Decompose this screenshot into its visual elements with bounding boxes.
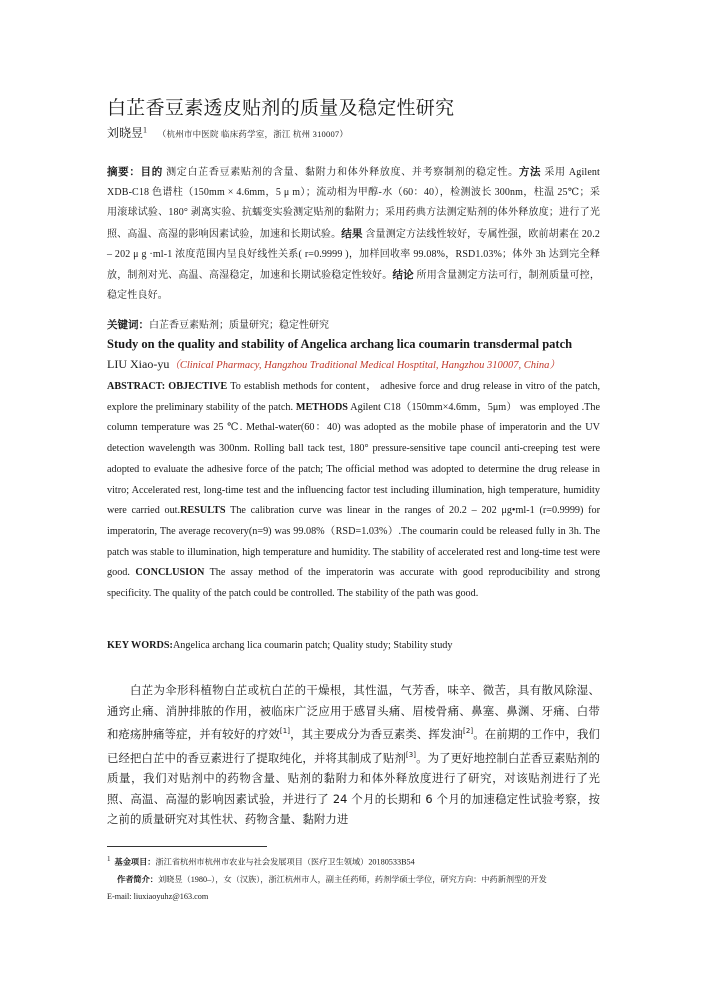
author-email: E-mail: liuxiaoyuhz@163.com [107, 891, 209, 901]
footnote-divider [107, 846, 267, 847]
cn-results-text: 含量测定方法线性较好，专属性强，欧前胡素在 20.2 – 202 μ g ·ml-1 浓度范围内呈良好线性关系( r=0.9999 )，加样回收率 99.08%，RSD1.03%；体外 3h 达到完全释放，制剂对光、高温、高湿稳定，加速和长期试验稳定性较好。 [107, 228, 600, 282]
english-affiliation: （Clinical Pharmacy, Hangzhou Traditional Medical Hosptital, Hangzhou 310007, China） [169, 360, 560, 371]
cn-keywords-label: 关键词： [107, 319, 149, 331]
footnote-mark: 1 [107, 855, 111, 863]
fund-label: 基金项目： [114, 856, 156, 867]
en-keywords-label: KEY WORDS: [107, 640, 173, 651]
paper-title: 白芷香豆素透皮贴剂的质量及稳定性研究 [107, 97, 455, 119]
en-results-text: The calibration curve was linear in the ranges of 20.2 – 202 μg•ml-1 (r=0.9999) for imperatorin, The average recovery(n=9) was 99.08%（RSD=1.03%）.The coumarin could be released fully in 3h. The patch was stable to illumination, high temperature and humidity. The stability of accelerated rest and long-time test were good. [107, 505, 600, 579]
fund-text: 浙江省杭州市杭州市农业与社会发展项目（医疗卫生领域）20180533B54 [155, 857, 415, 867]
fund-footnote [107, 851, 607, 871]
english-abstract [107, 377, 600, 605]
cn-keywords-text: 白芷香豆素贴剂；质量研究；稳定性研究 [149, 320, 329, 331]
author-footnote-mark: 1 [143, 125, 148, 135]
body-text-part-3: 。在前期的工作中，我们已经把白芷中的香豆素进行了提取纯化，并将其制成了贴剂 [107, 726, 600, 765]
english-keywords [107, 640, 607, 651]
en-methods-label: METHODS [295, 401, 348, 413]
cn-objective-text: 测定白芷香豆素贴剂的含量、黏附力和体外释放度、并考察制剂的稳定性。 [162, 167, 519, 178]
english-title: Study on the quality and stability of Angelica archang lica coumarin transdermal patch [107, 337, 573, 351]
en-keywords-text: Angelica archang lica coumarin patch; Quality study; Stability study [172, 640, 453, 651]
en-methods-text: Agilent C18（150mm×4.6mm，5μm） was employed .The column temperature was 25 ℃. Methal-water(60：40) was adopted as the mobile phase of imperatorin and the UV detection wavelength was 300nm. Rolling ball tack test, 180° pressure-sensitive tape council anti-creeping test were adopted to evaluate the adhesive force of the patch; The official method was adopted to determine the drug release in vitro; Accelerated rest, long-time test and the influencing factor test including illumination, high temperature, humidity were carried out. [107, 401, 600, 517]
chinese-keywords [107, 318, 600, 333]
author-affiliation: （杭州市中医院 临床药学室，浙江 杭州 310007） [157, 129, 349, 139]
author-bio-text: 刘晓昱（1980–），女（汉族），浙江杭州市人，副主任药师，药剂学硕士学位，研究方向：中药新剂型的开发 [157, 875, 547, 885]
author-bio-label: 作者简介： [117, 874, 158, 885]
cn-conclusion-text: 所用含量测定方法可行，制剂质量可控，稳定性良好。 [107, 270, 600, 302]
body-text-part-1: 白芷为伞形科植物白芷或杭白芷的干燥根，其性温，气芳香，味辛、微苦，具有散风除湿、通窍止痛、消肿排脓的作用，被临床广泛应用于感冒头痛、眉棱骨痛、鼻塞、鼻渊、牙痛、白带和疮疡肿痛等症，并有较好的疗效 [107, 683, 600, 741]
author-name: 刘晓昱 [107, 126, 144, 140]
body-text-part-2: ，其主要成分为香豆素类、挥发油 [290, 726, 463, 741]
cn-abstract-label: 摘要：目的 [107, 166, 163, 178]
english-author-name: LIU Xiao-yu [107, 357, 170, 371]
cn-methods-text: 采用 Agilent XDB-C18 色谱柱（150mm × 4.6mm，5 μ m）；流动相为甲醇-水（60：40），检测波长 300nm，柱温 25℃；采用滚球试验、180° 剥离实验、抗蠕变实验测定贴剂的黏附力；采用药典方法测定贴剂的体外释放度；进行了光照、高温、高湿的影响因素试验，加速和长期试验。 [107, 167, 600, 240]
cn-results-label: 结果 [341, 227, 363, 240]
english-author-line [107, 357, 607, 372]
en-results-label: RESULTS [180, 505, 226, 517]
en-objective-text: To establish methods for content， adhesive force and drug release in vitro of the patch, explore the preliminary stability of the patch. [107, 381, 600, 413]
body-paragraph [107, 680, 600, 830]
citation-1: [1] [279, 727, 291, 736]
cn-conclusion-label: 结论 [392, 269, 414, 282]
chinese-abstract [107, 162, 600, 306]
citation-2: [2] [463, 727, 474, 736]
en-conclusion-text: The assay method of the imperatorin was accurate with good reproducibility and strong specificity. The quality of the patch could be controlled. The stability of the path was good. [107, 567, 601, 600]
cn-methods-label: 方法 [518, 166, 542, 178]
author-bio-footnote [107, 871, 607, 889]
footnotes [107, 851, 607, 905]
en-conclusion-label: CONCLUSION [135, 567, 205, 579]
author-line [107, 124, 607, 141]
body-text-part-4: 。为了更好地控制白芷香豆素贴剂的质量，我们对贴剂中的药物含量、贴剂的黏附力和体外释放度进行了研究，对该贴剂进行了光照、高温、高湿的影响因素试验，并进行了 24 个月的长期和 6 个月的加速稳定性试验考察，按之前的质量研究对其性状、药物含量、黏附力进 [107, 750, 600, 827]
en-abstract-label: ABSTRACT: OBJECTIVE [107, 381, 228, 392]
citation-3: [3] [405, 750, 417, 759]
